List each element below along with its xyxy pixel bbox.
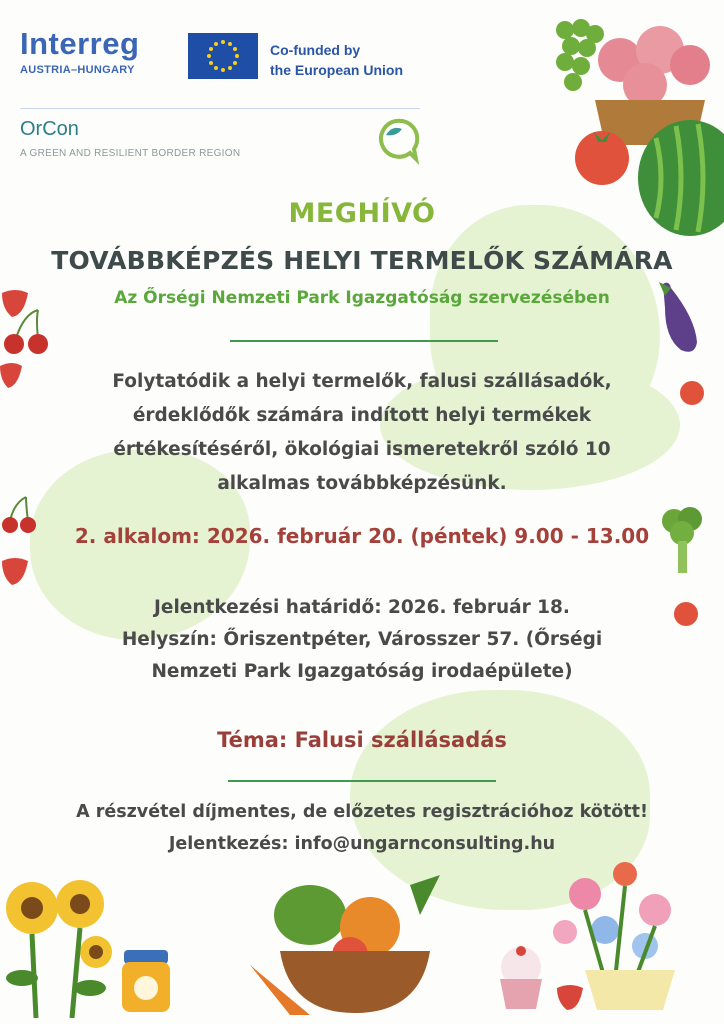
footer-line: A részvétel díjmentes, de előzetes regisztrációhoz kötött! [76,802,648,822]
orcon-subtitle: A GREEN AND RESILIENT BORDER REGION [20,148,241,159]
invitation-body [0,365,724,501]
orcon-title: OrCon [20,118,79,140]
tomato-small-icon [672,600,700,628]
topic: Téma: Falusi szállásadás [217,728,507,752]
watermelon-icon [636,118,724,238]
footer-line: Jelentkezés: info@ungarnconsulting.hu [168,834,556,854]
eu-line-1: Co-funded by [270,42,361,58]
invitation-heading: MEGHÍVÓ [288,198,436,229]
sunflowers-icon [0,868,120,1018]
vegetable-bowl-icon [250,875,450,1015]
orcon-leaf-icon [370,115,422,165]
divider-bottom [228,780,496,782]
broccoli-icon [660,505,704,575]
info-line: Nemzeti Park Igazgatóság irodaépülete) [151,661,573,682]
header-divider [20,108,420,109]
interreg-wordmark: Interreg [20,26,140,61]
flower-pot-icon [545,860,695,1010]
honey-jar-icon [118,948,174,1014]
interreg-region: AUSTRIA–HUNGARY [20,64,135,76]
cherries-icon [0,308,55,358]
eggplant-icon [655,278,705,358]
footer-text [0,796,724,860]
invitation-title: TOVÁBBKÉPZÉS HELYI TERMELŐK SZÁMÁRA [51,246,673,275]
eu-cofunded-text [270,40,403,80]
body-line: érdeklődők számára indított helyi termékek [132,405,592,426]
interreg-logo [20,28,139,76]
registration-info [0,592,724,688]
strawberry-icon [0,360,24,390]
strawberry-icon [0,555,30,587]
tomato-icon [570,122,635,187]
cupcake-icon [494,945,548,1011]
info-line: Helyszín: Őriszentpéter, Városszer 57. (Őrségi [121,629,603,650]
info-line: Jelentkezési határidő: 2026. február 18. [154,597,570,618]
session-date: 2. alkalom: 2026. február 20. (péntek) 9.00 - 13.00 [74,524,650,548]
invitation-subtitle: Az Őrségi Nemzeti Park Igazgatóság szervezésében [114,288,610,308]
body-line: Folytatódik a helyi termelők, falusi szállásadók, [112,371,612,392]
body-line: értékesítéséről, ökológiai ismeretekről szóló 10 [113,439,611,460]
cherries-icon [0,495,40,535]
body-line: alkalmas továbbképzésünk. [217,473,507,494]
eu-line-2: the European Union [270,62,403,78]
divider-top [230,340,498,342]
tomato-small-icon [678,375,704,409]
eu-flag-icon [188,33,258,79]
